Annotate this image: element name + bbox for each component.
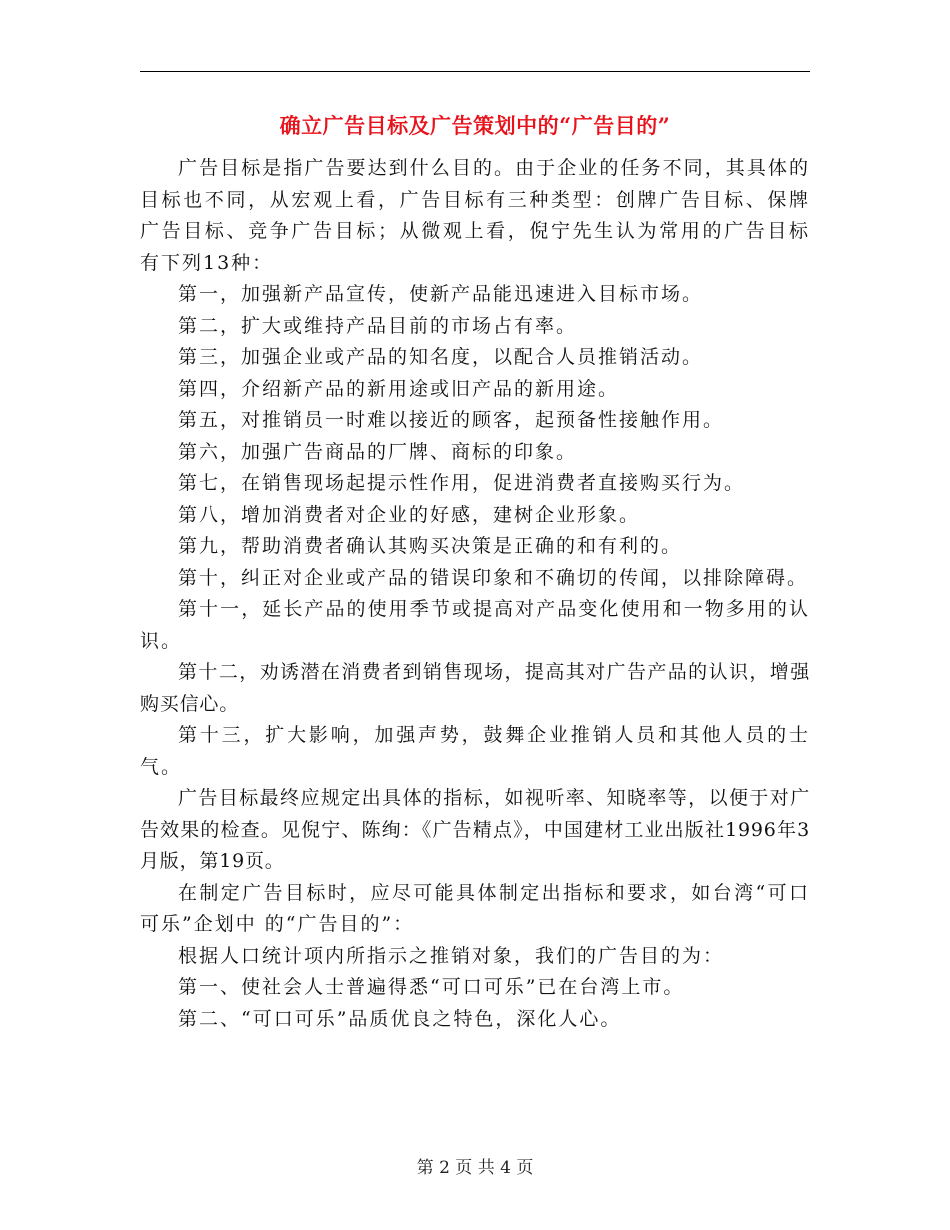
- paragraph-coca-cola-intro: 在制定广告目标时，应尽可能具体制定出指标和要求，如台湾“可口可乐”企划中 的“广告目的”：: [140, 881, 810, 935]
- paragraph-indicators: 广告目标最终应规定出具体的指标，如视听率、知晓率等，以便于对广告效果的检查。见倪宁、陈绚：《广告精点》，中国建材工业出版社1996年3月版，第19页。: [140, 787, 810, 872]
- paragraph-item-4: 第四，介绍新产品的新用途或旧产品的新用途。: [178, 377, 620, 400]
- paragraph-item-9: 第九，帮助消费者确认其购买决策是正确的和有利的。: [178, 535, 683, 557]
- paragraph-ad-purpose: 根据人口统计项内所指示之推销对象，我们的广告目的为：: [178, 944, 725, 967]
- paragraph-item-5: 第五，对推销员一时难以接近的顾客，起预备性接触作用。: [178, 409, 725, 431]
- paragraph-item-8: 第八，增加消费者对企业的好感，建树企业形象。: [178, 503, 641, 526]
- paragraph-item-1: 第一，加强新产品宣传，使新产品能迅速进入目标市场。: [178, 283, 704, 305]
- page-number: 第 2 页 共 4 页: [416, 1158, 534, 1178]
- paragraph-item-13: 第十三，扩大影响，加强声势，鼓舞企业推销人员和其他人员的士气。: [140, 724, 810, 778]
- paragraph-item-10: 第十，纠正对企业或产品的错误印象和不确切的传闻，以排除障碍。: [178, 566, 809, 589]
- paragraph-item-11: 第十一，延长产品的使用季节或提高对产品变化使用和一物多用的认识。: [140, 598, 810, 652]
- header-rule: [140, 71, 810, 72]
- paragraph-purpose-2: 第二、“可口可乐”品质优良之特色，深化人心。: [178, 1007, 622, 1030]
- paragraph-purpose-1: 第一、使社会人士普遍得悉“可口可乐”已在台湾上市。: [178, 976, 685, 998]
- paragraph-item-12: 第十二，劝诱潜在消费者到销售现场，提高其对广告产品的认识，增强购买信心。: [140, 661, 810, 715]
- paragraph-item-3: 第三，加强企业或产品的知名度，以配合人员推销活动。: [178, 346, 704, 368]
- paragraph-item-2: 第二，扩大或维持产品目前的市场占有率。: [178, 314, 578, 337]
- paragraph-item-7: 第七，在销售现场起提示性作用，促进消费者直接购买行为。: [178, 472, 746, 494]
- document-title: 确立广告目标及广告策划中的“广告目的”: [279, 113, 671, 138]
- document-body: [140, 153, 810, 1035]
- paragraph-item-6: 第六，加强广告商品的厂牌、商标的印象。: [178, 440, 578, 463]
- paragraph-intro: 广告目标是指广告要达到什么目的。由于企业的任务不同，其具体的目标也不同，从宏观上看，广告目标有三种类型：创牌广告目标、保牌广告目标、竞争广告目标；从微观上看，倪宁先生认为常用的广告目标有下列13种：: [140, 157, 810, 274]
